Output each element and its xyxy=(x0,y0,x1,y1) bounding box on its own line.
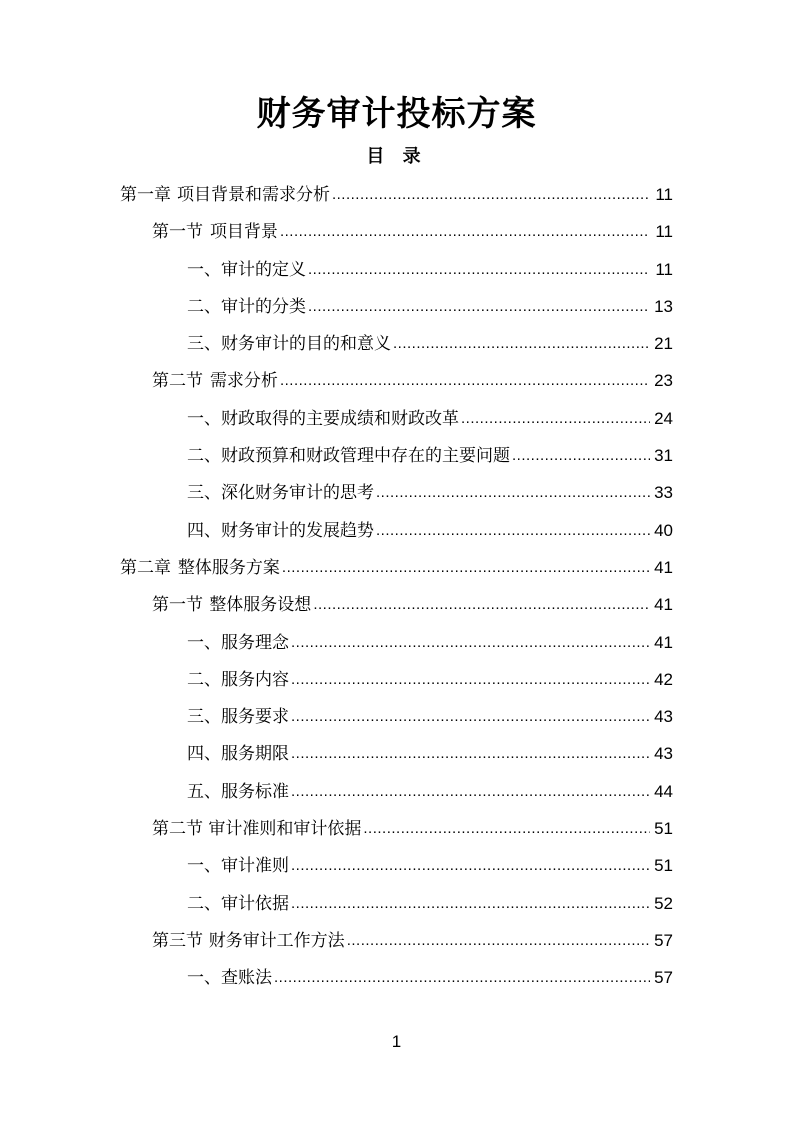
toc-entry[interactable] xyxy=(120,176,673,213)
toc-entry[interactable] xyxy=(120,698,673,735)
toc-entry[interactable] xyxy=(120,251,673,288)
toc-entry-number: 第一章 xyxy=(120,185,171,205)
toc-entry[interactable] xyxy=(120,624,673,661)
toc-entry-number: 一、 xyxy=(187,259,221,280)
toc-entry-title: 财政预算和财政管理中存在的主要问题 xyxy=(221,446,510,467)
toc-entry-title: 项目背景和需求分析 xyxy=(176,185,330,205)
toc-dot-leader xyxy=(291,847,650,884)
toc-entry-number: 二、 xyxy=(187,296,221,317)
toc-entry-number: 第二节 xyxy=(152,371,203,392)
toc-entry-page: 41 xyxy=(654,595,673,615)
toc-entry-number: 第一节 xyxy=(152,595,203,616)
toc-entry-title: 审计准则 xyxy=(221,856,289,877)
toc-entry[interactable] xyxy=(120,885,673,922)
toc-entry-title: 财政取得的主要成绩和财政改革 xyxy=(221,408,459,429)
toc-entry-title: 服务理念 xyxy=(221,632,289,653)
toc-entry-number: 四、 xyxy=(187,744,221,765)
toc-dot-leader xyxy=(313,586,650,623)
toc-entry-title: 服务要求 xyxy=(221,707,289,728)
toc-entry-number: 一、 xyxy=(187,408,221,429)
toc-entry-title: 项目背景 xyxy=(209,222,278,243)
toc-dot-leader xyxy=(291,698,650,735)
toc-entry-title: 财务审计工作方法 xyxy=(208,930,345,951)
toc-entry[interactable] xyxy=(120,959,673,996)
toc-dot-leader xyxy=(363,810,650,847)
toc-entry-number: 一、 xyxy=(187,968,221,989)
toc-entry-page: 41 xyxy=(654,632,673,652)
toc-entry-page: 51 xyxy=(654,856,673,876)
toc-entry-number: 二、 xyxy=(187,893,221,914)
toc-entry-page: 31 xyxy=(654,446,673,466)
toc-entry-number: 三、 xyxy=(187,707,221,728)
toc-entry-title: 服务期限 xyxy=(221,744,289,765)
toc-entry-page: 21 xyxy=(654,334,673,354)
toc-entry[interactable] xyxy=(120,735,673,772)
toc-entry-title: 审计依据 xyxy=(221,893,289,914)
toc-entry[interactable] xyxy=(120,847,673,884)
toc-dot-leader xyxy=(308,288,650,325)
document-title: 财务审计投标方案 xyxy=(256,94,537,134)
toc-entry-title: 服务内容 xyxy=(221,669,289,690)
toc-entry[interactable] xyxy=(120,512,673,549)
toc-dot-leader xyxy=(291,624,650,661)
toc-entry-title: 财务审计的目的和意义 xyxy=(221,334,391,355)
toc-entry-page: 57 xyxy=(654,968,673,988)
toc-dot-leader xyxy=(291,885,650,922)
toc-entry[interactable] xyxy=(120,213,673,250)
toc-entry-page: 41 xyxy=(654,557,673,577)
toc-entry-number: 四、 xyxy=(187,520,221,541)
toc-entry-title: 整体服务方案 xyxy=(177,557,280,578)
toc-entry[interactable] xyxy=(120,288,673,325)
toc-entry-page: 11 xyxy=(655,185,673,204)
toc-entry-number: 第二章 xyxy=(120,557,171,578)
toc-dot-leader xyxy=(347,922,650,959)
toc-heading: 目 录 xyxy=(366,146,427,167)
toc-entry[interactable] xyxy=(120,400,673,437)
toc-entry-number: 二、 xyxy=(187,446,221,467)
toc-entry-page: 33 xyxy=(654,483,673,503)
toc-entry-page: 11 xyxy=(655,222,673,242)
toc-entry-page: 23 xyxy=(654,371,673,391)
toc-entry-title: 服务标准 xyxy=(221,781,289,802)
toc-entry-number: 五、 xyxy=(187,781,221,802)
toc-entry-number: 三、 xyxy=(187,334,221,355)
toc-entry-title: 深化财务审计的思考 xyxy=(221,483,374,504)
toc-entry[interactable] xyxy=(120,922,673,959)
toc-dot-leader xyxy=(291,661,650,698)
toc-entry[interactable] xyxy=(120,474,673,511)
toc-entry-page: 24 xyxy=(654,408,673,428)
toc-entry-number: 三、 xyxy=(187,483,221,504)
toc-entry-title: 财务审计的发展趋势 xyxy=(221,520,374,541)
toc-entry[interactable] xyxy=(120,362,673,399)
toc-entry-number: 一、 xyxy=(187,856,221,877)
toc-entry-page: 13 xyxy=(654,296,673,316)
toc-entry[interactable] xyxy=(120,586,673,623)
toc-entry[interactable] xyxy=(120,773,673,810)
toc-entry[interactable] xyxy=(120,810,673,847)
toc-dot-leader xyxy=(393,325,650,362)
toc-entry-page: 11 xyxy=(655,259,673,279)
toc-dot-leader xyxy=(332,176,650,213)
toc-entry-number: 一、 xyxy=(187,632,221,653)
toc-dot-leader xyxy=(282,549,650,586)
toc-entry-page: 57 xyxy=(654,930,673,950)
toc-dot-leader xyxy=(461,400,650,437)
toc-entry-title: 查账法 xyxy=(221,968,272,989)
table-of-contents xyxy=(120,176,673,997)
toc-entry[interactable] xyxy=(120,661,673,698)
toc-dot-leader xyxy=(274,959,650,996)
toc-entry-page: 42 xyxy=(654,669,673,689)
toc-dot-leader xyxy=(308,251,650,288)
toc-entry-page: 52 xyxy=(654,893,673,913)
toc-dot-leader xyxy=(512,437,650,474)
toc-entry-page: 51 xyxy=(654,819,673,839)
toc-entry[interactable] xyxy=(120,549,673,586)
toc-entry-title: 审计的分类 xyxy=(221,296,306,317)
page-number: 1 xyxy=(391,1032,402,1051)
toc-dot-leader xyxy=(376,474,650,511)
toc-entry-title: 需求分析 xyxy=(209,371,278,392)
toc-dot-leader xyxy=(280,213,650,250)
toc-entry-page: 43 xyxy=(654,707,673,727)
toc-dot-leader xyxy=(291,773,650,810)
toc-entry-page: 40 xyxy=(654,520,673,540)
toc-entry-title: 审计的定义 xyxy=(221,259,306,280)
toc-entry[interactable] xyxy=(120,437,673,474)
toc-dot-leader xyxy=(376,512,650,549)
toc-entry-title: 整体服务设想 xyxy=(209,595,312,616)
toc-entry-page: 44 xyxy=(654,781,673,801)
toc-dot-leader xyxy=(291,735,650,772)
toc-entry-number: 二、 xyxy=(187,669,221,690)
toc-entry-title: 审计准则和审计依据 xyxy=(208,819,362,840)
toc-dot-leader xyxy=(280,362,650,399)
toc-entry-number: 第二节 xyxy=(152,819,203,840)
toc-entry[interactable] xyxy=(120,325,673,362)
toc-entry-number: 第一节 xyxy=(152,222,203,243)
toc-entry-page: 43 xyxy=(654,744,673,764)
toc-entry-number: 第三节 xyxy=(152,930,203,951)
